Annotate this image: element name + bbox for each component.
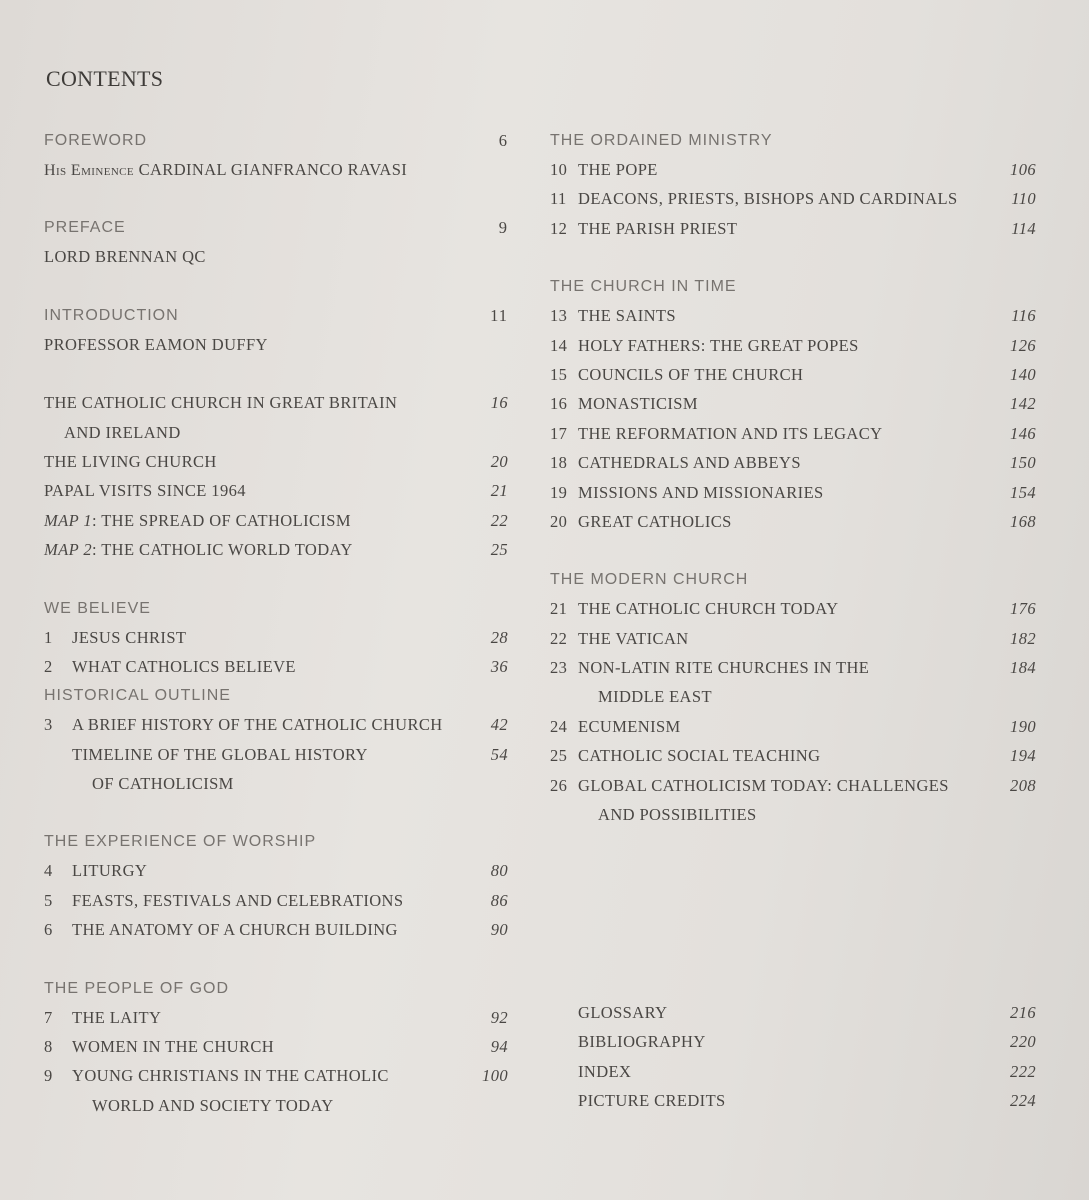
ministry-section (550, 126, 1036, 243)
entry-page: 25 (490, 540, 508, 560)
introduction-heading: INTRODUCTION (44, 306, 179, 324)
entry-title: GLOBAL CATHOLICISM TODAY: CHALLENGES (578, 775, 949, 795)
chapter-number: 10 (550, 160, 568, 179)
entry-page: 216 (1010, 1003, 1036, 1022)
toc-entry (550, 478, 1036, 507)
toc-entry (44, 1003, 508, 1032)
entry-title: CATHEDRALS AND ABBEYS (578, 453, 801, 473)
section-heading: THE CHURCH IN TIME (550, 278, 737, 296)
toc-entry-continuation (44, 1091, 508, 1120)
chapter-number: 13 (550, 306, 568, 326)
entry-title: AND POSSIBILITIES (598, 805, 757, 825)
entry-page: 28 (490, 627, 508, 647)
chapter-number: 26 (550, 775, 568, 795)
introduction-page: 11 (490, 305, 508, 325)
entry-title: LITURGY (72, 861, 148, 881)
section-heading: WE BELIEVE (44, 599, 151, 617)
section-heading: THE MODERN CHURCH (550, 571, 749, 589)
entry-title: MIDDLE EAST (598, 687, 712, 707)
toc-entry (44, 886, 508, 915)
modern-church-section (550, 565, 1036, 829)
toc-entry (550, 624, 1036, 653)
we-believe-section (44, 594, 508, 682)
entry-page: 140 (1010, 364, 1036, 384)
entry-title: WOMEN IN THE CHURCH (72, 1037, 275, 1057)
toc-entry (44, 915, 508, 944)
page-title: CONTENTS (46, 66, 164, 91)
entry-page: 154 (1010, 482, 1036, 502)
entry-title: : THE SPREAD OF CATHOLICISM (91, 510, 351, 530)
chapter-number: 20 (550, 511, 568, 531)
chapter-number: 12 (550, 218, 568, 238)
chapter-number: 9 (44, 1066, 53, 1086)
entry-page: 36 (490, 656, 508, 676)
entry-page: 168 (1010, 511, 1036, 531)
chapter-number: 25 (550, 746, 568, 766)
entry-page: 142 (1010, 394, 1036, 414)
entry-page: 110 (1011, 189, 1036, 209)
entry-page: 146 (1010, 423, 1036, 443)
entry-title: WHAT CATHOLICS BELIEVE (72, 656, 296, 676)
chapter-number: 14 (550, 335, 568, 355)
introduction-author: PROFESSOR EAMON DUFFY (44, 334, 268, 354)
toc-entry (550, 155, 1036, 184)
toc-entry (44, 1061, 508, 1090)
toc-entry (44, 1032, 508, 1061)
chapter-number: 18 (550, 453, 568, 473)
entry-page: 16 (490, 393, 508, 413)
entry-title: THE ANATOMY OF A CHURCH BUILDING (72, 920, 398, 940)
foreword-section (44, 126, 508, 184)
entry-title: PAPAL VISITS SINCE 1964 (44, 481, 246, 501)
entry-page: 54 (490, 744, 508, 764)
entry-title: THE PARISH PRIEST (578, 218, 738, 238)
entry-page: 42 (490, 715, 508, 735)
entry-title: FEASTS, FESTIVALS AND CELEBRATIONS (72, 890, 404, 910)
entry-page: 92 (490, 1007, 508, 1027)
entry-title: JESUS CHRIST (72, 627, 187, 647)
author-prefix: His Eminence (44, 162, 135, 179)
map-label: MAP 1 (44, 510, 92, 530)
toc-entry (44, 710, 508, 739)
entry-title: NON-LATIN RITE CHURCHES IN THE (578, 658, 870, 678)
entry-page: 176 (1010, 599, 1036, 619)
toc-entry (44, 740, 508, 769)
chapter-number: 2 (44, 656, 53, 676)
entry-page: 222 (1010, 1061, 1036, 1081)
chapter-number: 5 (44, 890, 53, 910)
entry-page: 86 (490, 890, 508, 910)
entry-title: AND IRELAND (64, 422, 181, 442)
toc-entry (44, 856, 508, 885)
toc-entry (550, 653, 1036, 682)
entry-page: 116 (1011, 306, 1036, 326)
chapter-number: 3 (44, 715, 53, 735)
contents-right-column (550, 126, 1036, 858)
toc-entry (44, 476, 508, 505)
introduction-author-row (44, 330, 508, 359)
worship-section (44, 827, 508, 944)
entry-title: A BRIEF HISTORY OF THE CATHOLIC CHURCH (72, 715, 443, 735)
entry-page: 220 (1010, 1032, 1036, 1052)
entry-title: CATHOLIC SOCIAL TEACHING (578, 746, 821, 766)
toc-entry (578, 1057, 1036, 1086)
section-heading: THE PEOPLE OF GOD (44, 979, 230, 997)
chapter-number: 7 (44, 1007, 53, 1027)
preface-heading: PREFACE (44, 219, 126, 237)
toc-entry (578, 1086, 1036, 1115)
entry-page: 20 (490, 451, 508, 471)
chapter-number: 23 (550, 658, 568, 678)
chapter-number: 8 (44, 1037, 53, 1057)
entry-page: 224 (1010, 1091, 1036, 1111)
entry-title: THE POPE (578, 160, 658, 179)
entry-page: 114 (1011, 218, 1036, 238)
toc-entry-continuation (44, 769, 508, 798)
contents-left-column (44, 126, 508, 1149)
back-matter-list (578, 998, 1036, 1116)
toc-entry (550, 331, 1036, 360)
preface-section (44, 213, 508, 271)
toc-entry (550, 184, 1036, 213)
toc-entry (550, 594, 1036, 623)
toc-entry (550, 712, 1036, 741)
entry-page: 22 (490, 510, 508, 530)
toc-entry (550, 360, 1036, 389)
chapter-number: 16 (550, 394, 568, 414)
entry-page: 182 (1010, 628, 1036, 648)
entry-title: YOUNG CHRISTIANS IN THE CATHOLIC (72, 1066, 389, 1086)
toc-entry (550, 448, 1036, 477)
foreword-heading: FOREWORD (44, 132, 148, 149)
entry-page: 80 (490, 861, 508, 881)
toc-entry-continuation (550, 682, 1036, 711)
entry-page: 100 (482, 1066, 508, 1086)
entry-title: MISSIONS AND MISSIONARIES (578, 482, 824, 502)
chapter-number: 24 (550, 716, 568, 736)
entry-title: THE VATICAN (578, 628, 689, 648)
introduction-section (44, 301, 508, 359)
entry-title: TIMELINE OF THE GLOBAL HISTORY (72, 744, 368, 764)
foreword-author: CARDINAL GIANFRANCO RAVASI (138, 160, 408, 179)
entry-title: GREAT CATHOLICS (578, 511, 732, 531)
entry-page: 208 (1010, 775, 1036, 795)
entry-title: GLOSSARY (578, 1003, 668, 1022)
entry-title: MONASTICISM (578, 394, 698, 414)
people-section (44, 974, 508, 1121)
chapter-number: 4 (44, 861, 53, 881)
toc-entry-continuation (550, 800, 1036, 829)
chapter-number: 21 (550, 599, 568, 619)
entry-title: THE LIVING CHURCH (44, 451, 217, 471)
entry-title: HOLY FATHERS: THE GREAT POPES (578, 335, 859, 355)
preface-author: LORD BRENNAN QC (44, 247, 206, 267)
entry-page: 150 (1010, 453, 1036, 473)
toc-entry (44, 535, 508, 564)
entry-title: ECUMENISM (578, 716, 681, 736)
chapter-number: 11 (550, 189, 567, 209)
chapter-number: 22 (550, 628, 568, 648)
section-heading: THE ORDAINED MINISTRY (550, 132, 773, 149)
toc-entry (550, 389, 1036, 418)
toc-entry (578, 1027, 1036, 1056)
toc-entry (44, 623, 508, 652)
church-in-time-section (550, 272, 1036, 536)
chapter-number: 1 (44, 627, 53, 647)
entry-page: 94 (490, 1037, 508, 1057)
toc-entry (44, 506, 508, 535)
entry-title: THE CATHOLIC CHURCH TODAY (578, 599, 839, 619)
entry-page: 194 (1010, 746, 1036, 766)
entry-title: PICTURE CREDITS (578, 1091, 726, 1111)
entry-title: BIBLIOGRAPHY (578, 1032, 706, 1052)
chapter-number: 19 (550, 482, 568, 502)
entry-title: : THE CATHOLIC WORLD TODAY (91, 540, 353, 560)
section-heading: THE EXPERIENCE OF WORSHIP (44, 833, 317, 851)
toc-entry (550, 301, 1036, 330)
toc-entry (44, 447, 508, 476)
entry-title: THE LAITY (72, 1007, 162, 1027)
toc-entry (550, 214, 1036, 243)
entry-page: 190 (1010, 716, 1036, 736)
section-heading (44, 126, 508, 155)
map-label: MAP 2 (44, 540, 92, 560)
foreword-author-row (44, 155, 508, 184)
general-section (44, 388, 508, 564)
entry-title: INDEX (578, 1061, 632, 1081)
entry-title: OF CATHOLICISM (92, 774, 234, 794)
section-heading (44, 301, 508, 330)
entry-page: 184 (1010, 658, 1036, 678)
chapter-number: 15 (550, 364, 568, 384)
entry-page: 106 (1010, 160, 1036, 179)
toc-entry-continuation (44, 418, 508, 447)
foreword-page: 6 (498, 131, 508, 150)
section-heading: HISTORICAL OUTLINE (44, 687, 231, 705)
toc-entry (550, 741, 1036, 770)
entry-title: THE REFORMATION AND ITS LEGACY (578, 423, 883, 443)
entry-page: 126 (1010, 335, 1036, 355)
toc-entry (578, 998, 1036, 1027)
entry-title: COUNCILS OF THE CHURCH (578, 364, 804, 384)
historical-section (44, 681, 508, 798)
entry-title: WORLD AND SOCIETY TODAY (92, 1095, 334, 1115)
preface-author-row (44, 242, 508, 271)
toc-entry (44, 652, 508, 681)
toc-entry (550, 507, 1036, 536)
entry-page: 90 (490, 920, 508, 940)
preface-page: 9 (498, 218, 508, 238)
toc-entry (550, 419, 1036, 448)
entry-title: DEACONS, PRIESTS, BISHOPS AND CARDINALS (578, 189, 958, 209)
toc-entry (44, 388, 508, 417)
entry-title: THE SAINTS (578, 306, 676, 326)
entry-title: THE CATHOLIC CHURCH IN GREAT BRITAIN (44, 393, 398, 413)
section-heading (44, 213, 508, 242)
toc-entry (550, 771, 1036, 800)
entry-page: 21 (490, 481, 508, 501)
chapter-number: 6 (44, 920, 53, 940)
chapter-number: 17 (550, 423, 568, 443)
